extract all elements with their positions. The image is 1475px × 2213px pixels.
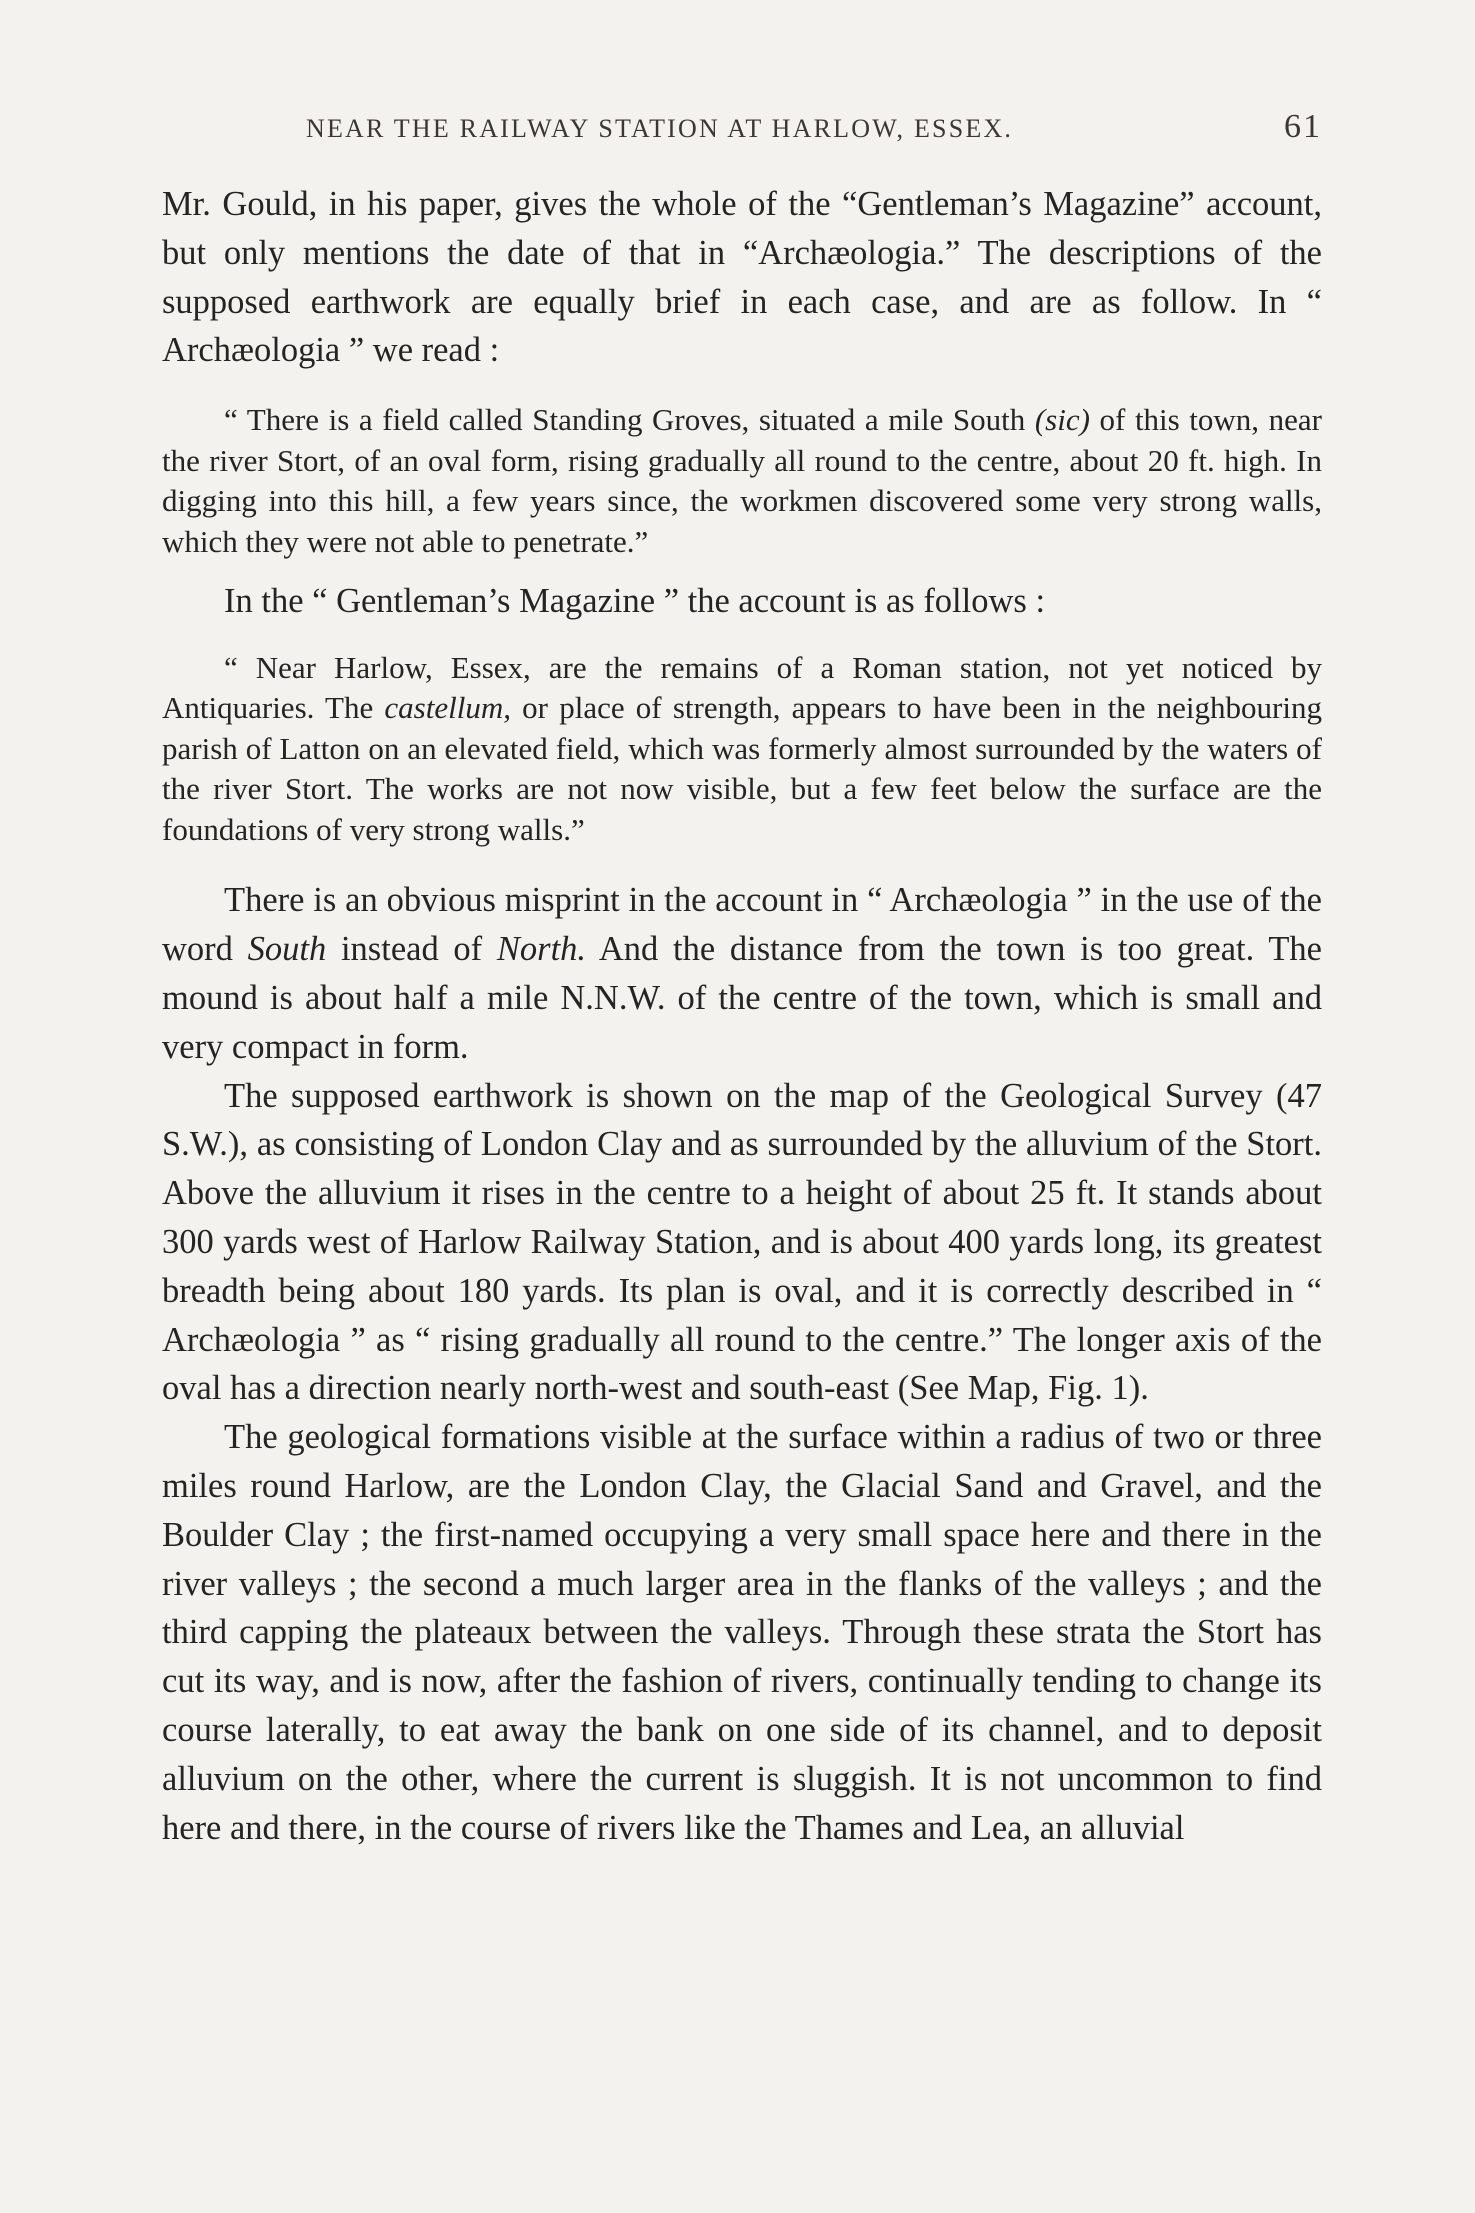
misprint-text-b: instead of [326, 930, 497, 969]
paragraph-earthwork-description: The supposed earthwork is shown on the map of the Geological Survey (47 S.W.), as consisting of London Clay and as surrounded by the alluvium of the Stort. Above the alluvium it rises in the centre to a height of about 25 ft. It stands about 300 yards west of Harlow Railway Station, and is about 400 yards long, its greatest breadth being about 180 yards. Its plan is oval, and it is correctly described in “ Archæologia ” as “ rising gradually all round to the centre.” The longer axis of the oval has a direction nearly north-west and south-east (See Map, Fig. 1). [162, 1076, 1322, 1408]
page-header [162, 110, 1322, 152]
page-number: 61 [1284, 108, 1322, 145]
sic-note: (sic) [1034, 402, 1090, 438]
word-south: South [247, 930, 327, 969]
quote-gentlemans-text-a: “ Near Harlow, Essex, are the remains of a Roman station, not yet noticed by Antiquaries. The [162, 649, 1322, 726]
quote-gentlemans-magazine [162, 648, 1322, 851]
paragraph-geological-formations: The geological formations visible at the surface within a radius of two or three miles round Harlow, are the London Clay, the Glacial Sand and Gravel, and the Boulder Clay ; the first-named occupying a very small space here and there in the river valleys ; the second a much larger area in the flanks of the valleys ; and the third capping the plateaux between the valleys. Through these strata the Stort has cut its way, and is now, after the fashion of rivers, continually tending to change its course laterally, to eat away the bank on one side of its channel, and to deposit alluvium on the other, where the current is sluggish. It is not uncommon to find here and there, in the course of rivers like the Thames and Lea, an alluvial [162, 1418, 1322, 1847]
quote-gentlemans-text-b: or place of strength, appears to have been in the neighbouring parish of Latton on an elevated field, which was formerly almost surrounded by the waters of the river Stort. The works are not now visible, but a few feet below the surface are the foundations of very strong walls.” [162, 690, 1322, 847]
quote-archaeologia-text-b: of this town, near the river Stort, of an oval form, rising gradually all round to the centre, about 20 ft. high. In digging into this hill, a few years since, the workmen discovered some very strong walls, which they were not able to penetrate.” [162, 402, 1322, 559]
paragraph-misprint [162, 876, 1322, 1071]
paragraph-gould-account: Mr. Gould, in his paper, gives the whole of the “Gentleman’s Magazine” account, but only mentions the date of that in “Archæologia.” The descriptions of the supposed earthwork are equally brief in each case, and are as follow. In “ Archæologia ” we read : [162, 185, 1322, 370]
running-title: NEAR THE RAILWAY STATION AT HARLOW, ESSEX. [306, 114, 1014, 143]
castellum-term: castellum, [384, 690, 511, 726]
misprint-text-a: There is an obvious misprint in the account in “ Archæologia ” in the use of the word [162, 881, 1322, 969]
quote-archaeologia-text-a: “ There is a field called Standing Groves, situated a mile South [224, 402, 1035, 438]
word-north: North. [496, 930, 587, 969]
paragraph-gentlemans-intro: In the “ Gentleman’s Magazine ” the account is as follows : [224, 582, 1046, 621]
page-body [162, 180, 1322, 1852]
quote-archaeologia [162, 400, 1322, 562]
misprint-text-c: And the distance from the town is too great. The mound is about half a mile N.N.W. of the centre of the town, which is small and very compact in form. [162, 930, 1322, 1066]
